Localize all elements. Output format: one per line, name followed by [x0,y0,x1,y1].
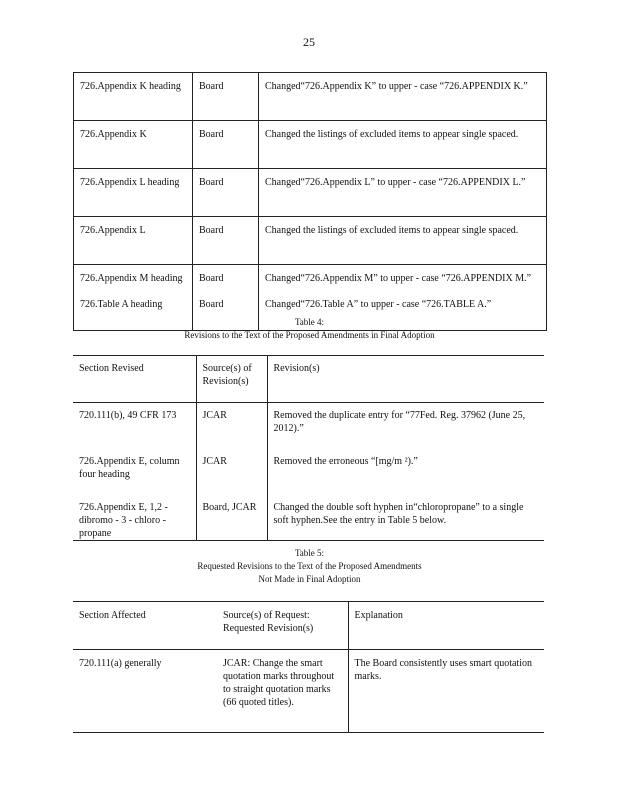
revision-cell: Removed the duplicate entry for “77Fed. Reg. 37962 (June 25, 2012).” [267,403,544,450]
table-header-row [73,356,544,403]
table-5 [73,601,544,733]
table-row [74,73,547,121]
source-cell: JCAR [196,403,267,450]
source-cell: JCAR [196,449,267,495]
caption-line: Table 4: [294,317,325,327]
section-cell: 726.Appendix L heading [74,169,193,217]
table-row [73,403,544,450]
source-cell: Board, JCAR [196,495,267,541]
revision-cell: Changed the double soft hyphen in“chloropropane” to a single soft hyphen.See the entry in Table 5 below. [267,495,544,541]
source-cell: Board [193,217,259,265]
caption-line: Not Made in Final Adoption [258,574,361,584]
table-4-caption [73,316,546,342]
column-header: Source(s) of Request: Requested Revision(s) [217,602,348,650]
revision-cell: Changed“726.Appendix K” to upper - case “726.APPENDIX K.” [259,73,547,121]
section-cell: 726.Appendix L [74,217,193,265]
page-number: 25 [303,35,315,49]
revision-text: Changed“726.Table A” to upper - case “726.TABLE A.” [265,299,492,310]
explanation-cell: The Board consistently uses smart quotation marks. [348,650,544,733]
table-row [73,449,544,495]
section-text: 726.Table A heading [80,299,163,310]
section-text: 726.Appendix M heading [80,273,183,284]
source-cell: Board [193,73,259,121]
caption-line: Revisions to the Text of the Proposed Amendments in Final Adoption [184,330,435,340]
section-cell: 726.Appendix E, 1,2 - dibromo - 3 - chloro - propane [73,495,196,541]
column-header: Explanation [348,602,544,650]
column-header: Section Affected [73,602,217,650]
source-cell: Board [193,121,259,169]
revision-text: Changed“726.Appendix M” to upper - case “726.APPENDIX M.” [265,273,532,284]
source-text: Board [199,273,224,284]
section-cell: 726.Appendix E, column four heading [79,456,180,480]
section-cell: 726.Appendix K heading [74,73,193,121]
table-row [74,121,547,169]
revision-cell: Changed the listings of excluded items to appear single spaced. [259,121,547,169]
table-header-row [73,602,544,650]
section-cell: 720.111(b), 49 CFR 173 [73,403,196,450]
section-cell: 726.Appendix K [74,121,193,169]
column-header: Source(s) of Revision(s) [196,356,267,403]
caption-line: Requested Revisions to the Text of the Proposed Amendments [197,561,422,571]
revisions-table-continued [73,72,547,331]
table-row [73,650,544,733]
section-cell: 720.111(a) generally [73,650,217,733]
source-cell: JCAR: Change the smart quotation marks throughout to straight quotation marks (66 quoted titles). [217,650,348,733]
revision-cell: Changed the listings of excluded items to appear single spaced. [259,217,547,265]
table-row [74,169,547,217]
table-row [73,495,544,541]
source-cell: Board [193,169,259,217]
table-4 [73,355,544,541]
source-text: Board [199,299,224,310]
caption-line: Table 5: [294,548,325,558]
column-header: Revision(s) [267,356,544,403]
table-row [74,217,547,265]
revision-cell: Removed the erroneous “[mg/m ²).” [267,449,544,495]
column-header: Section Revised [73,356,196,403]
table-5-caption [73,547,546,586]
revision-cell: Changed“726.Appendix L” to upper - case “726.APPENDIX L.” [259,169,547,217]
